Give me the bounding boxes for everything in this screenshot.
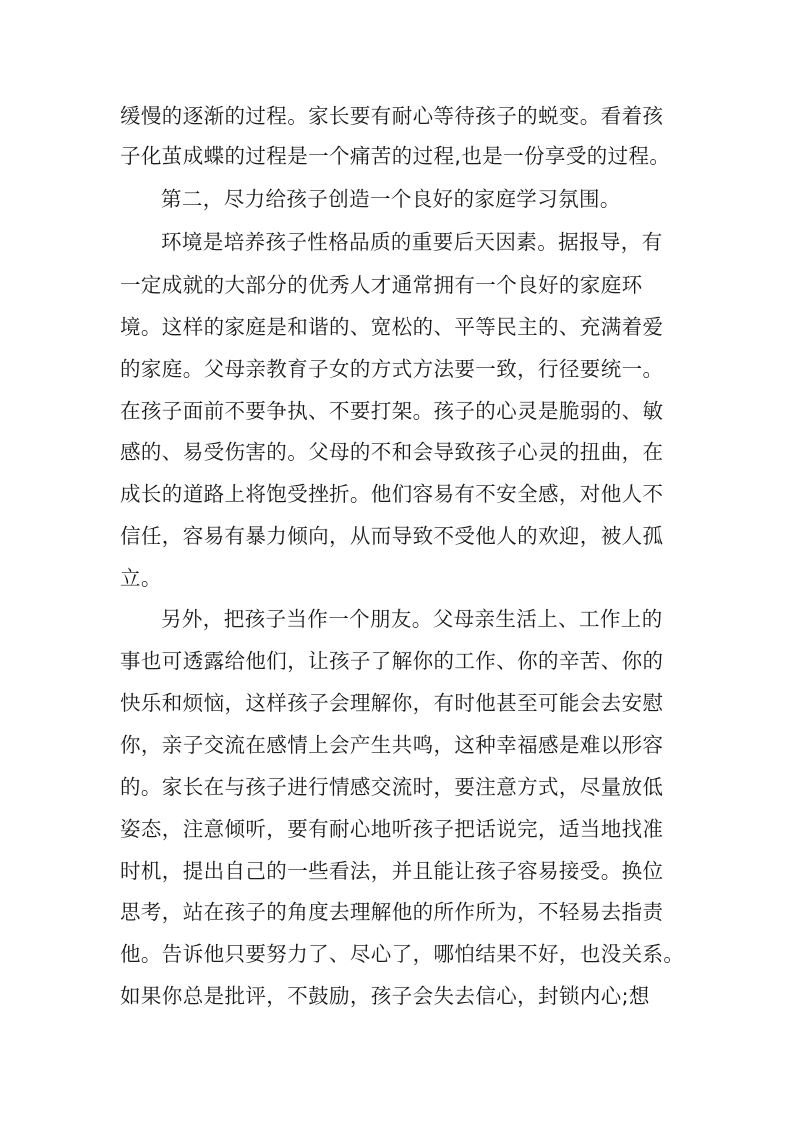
text-line: 子化茧成蝶的过程是一个痛苦的过程,也是一份享受的过程。 [120, 144, 671, 168]
text-line: 另外，把孩子当作一个朋友。父母亲生活上、工作上的 [161, 607, 663, 631]
text-line: 信任，容易有暴力倾向，从而导致不受他人的欢迎，被人孤 [120, 524, 664, 548]
text-line: 环境是培养孩子性格品质的重要后天因素。据报导，有 [161, 230, 663, 254]
text-line: 的。家长在与孩子进行情感交流时，要注意方式，尽量放低 [120, 775, 664, 799]
text-line: 成长的道路上将饱受挫折。他们容易有不安全感，对他人不 [120, 482, 664, 506]
text-line: 事也可透露给他们，让孩子了解你的工作、你的辛苦、你的 [120, 649, 664, 673]
text-line: 如果你总是批评，不鼓励，孩子会失去信心，封锁内心;想 [120, 984, 650, 1008]
text-line: 你，亲子交流在感情上会产生共鸣，这种幸福感是难以形容 [120, 733, 664, 757]
text-line: 思考，站在孩子的角度去理解他的所作所为，不轻易去指责 [120, 900, 664, 924]
section-heading: 第二，尽力给孩子创造一个良好的家庭学习氛围。 [161, 187, 621, 211]
text-line: 时机，提出自己的一些看法，并且能让孩子容易接受。换位 [120, 859, 664, 883]
text-line: 他。告诉他只要努力了、尽心了，哪怕结果不好，也没关系。 [120, 942, 685, 966]
text-line: 境。这样的家庭是和谐的、宽松的、平等民主的、充满着爱 [120, 315, 664, 339]
text-line: 的家庭。父母亲教育子女的方式方法要一致，行径要统一。 [120, 357, 664, 381]
text-line: 一定成就的大部分的优秀人才通常拥有一个良好的家庭环 [120, 273, 643, 297]
text-line: 在孩子面前不要争执、不要打架。孩子的心灵是脆弱的、敏 [120, 399, 664, 423]
text-line: 立。 [120, 566, 162, 590]
text-line: 缓慢的逐渐的过程。家长要有耐心等待孩子的蜕变。看着孩 [120, 104, 664, 128]
text-line: 姿态，注意倾听，要有耐心地听孩子把话说完，适当地找准 [120, 817, 664, 841]
text-line: 快乐和烦恼，这样孩子会理解你，有时他甚至可能会去安慰 [120, 691, 664, 715]
text-line: 感的、易受伤害的。父母的不和会导致孩子心灵的扭曲，在 [120, 440, 664, 464]
